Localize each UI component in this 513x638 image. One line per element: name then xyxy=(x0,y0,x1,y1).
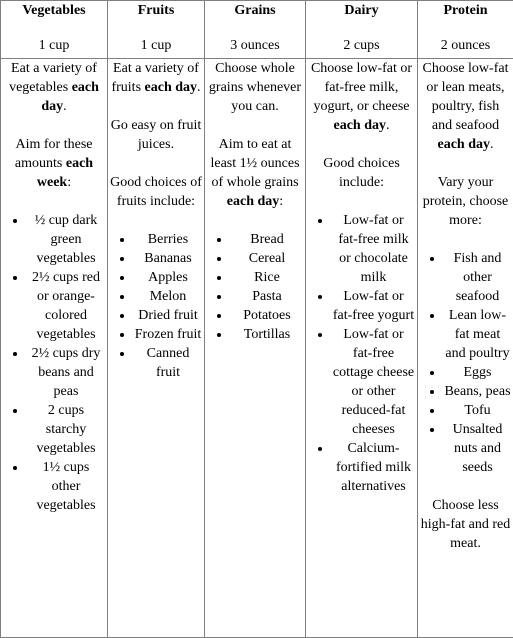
aim-part: : xyxy=(67,175,72,190)
intro-part: Eat a variety of fruits xyxy=(111,61,199,95)
grains-cell xyxy=(205,59,306,638)
intro-text xyxy=(420,59,511,154)
intro-text: Choose whole grains whenever you can. xyxy=(208,61,302,114)
list-item: • 2½ cups dry beans and peas xyxy=(27,344,105,401)
content-row xyxy=(1,59,513,638)
list-item: • Low-fat or fat-free milk or chocolate milk xyxy=(332,211,415,287)
emphasis-text: each day xyxy=(144,80,198,95)
intro-text xyxy=(110,59,202,97)
list-item: • ½ cup dark green vegetables xyxy=(27,211,105,268)
header-row xyxy=(1,1,513,59)
column-amount: 2 cups xyxy=(343,38,380,53)
column-title: Grains xyxy=(234,3,276,18)
list-item: • Potatoes xyxy=(231,306,303,325)
dairy-cell xyxy=(306,59,418,638)
list-item: • Dried fruit xyxy=(134,306,202,325)
column-title: Vegetables xyxy=(22,3,86,18)
intro-part: Choose low-fat or fat-free milk, yogurt, or cheese xyxy=(310,61,413,114)
fruits-cell xyxy=(108,59,205,638)
list-item: • Frozen fruit xyxy=(134,325,202,344)
note-text: Go easy on fruit juices. xyxy=(110,118,202,152)
column-amount: 2 ounces xyxy=(440,38,491,53)
fruit-list xyxy=(110,230,202,382)
column-amount: 1 cup xyxy=(38,38,70,53)
column-title: Fruits xyxy=(137,3,175,18)
list-item: • Berries xyxy=(134,230,202,249)
dairy-list xyxy=(308,211,415,496)
list-item: • Bread xyxy=(231,230,303,249)
emphasis-text: each week xyxy=(36,156,94,190)
aim-part: Aim to eat at least 1½ ounces of whole grains xyxy=(210,137,300,190)
column-title: Dairy xyxy=(344,3,379,18)
list-item: • Low-fat or fat-free yogurt xyxy=(332,287,415,325)
intro-part: Choose low-fat or lean meats, poultry, fish and seafood xyxy=(422,61,509,133)
outro-text: Choose less high-fat and red meat. xyxy=(420,498,511,551)
aim-text xyxy=(207,135,303,211)
list-item: • Low-fat or fat-free cottage cheese or other reduced-fat cheeses xyxy=(332,325,415,439)
list-intro-text: Vary your protein, choose more: xyxy=(422,175,509,228)
list-item: • Rice xyxy=(231,268,303,287)
header-fruits xyxy=(108,1,205,59)
list-intro-text: Good choices of fruits include: xyxy=(110,175,202,209)
column-title: Protein xyxy=(443,3,488,18)
emphasis-text: each day xyxy=(437,137,490,152)
list-item: • Unsalted nuts and seeds xyxy=(444,420,511,477)
protein-list xyxy=(420,249,511,477)
emphasis-text: each day xyxy=(41,80,99,114)
list-item: • Fish and other seafood xyxy=(444,249,511,306)
list-item: • 1½ cups other vegetables xyxy=(27,458,105,515)
intro-text xyxy=(3,59,105,116)
list-item: • 2 cups starchy vegetables xyxy=(27,401,105,458)
header-protein xyxy=(418,1,513,59)
aim-part: Aim for these amounts xyxy=(14,137,93,171)
list-item: • Melon xyxy=(134,287,202,306)
header-dairy xyxy=(306,1,418,59)
intro-part: . xyxy=(197,80,201,95)
intro-part: . xyxy=(490,137,494,152)
list-item: • Eggs xyxy=(444,363,511,382)
list-item: • Tortillas xyxy=(231,325,303,344)
list-item: • Bananas xyxy=(134,249,202,268)
list-item: • Beans, peas xyxy=(444,382,511,401)
column-amount: 3 ounces xyxy=(230,38,280,53)
list-item: • Calcium-fortified milk alternatives xyxy=(332,439,415,496)
emphasis-text: each day xyxy=(333,118,386,133)
list-item: • Lean low-fat meat and poultry xyxy=(444,306,511,363)
list-item: • Cereal xyxy=(231,249,303,268)
vegetable-list xyxy=(3,211,105,515)
protein-cell xyxy=(418,59,513,638)
list-item: • 2½ cups red or orange-colored vegetables xyxy=(27,268,105,344)
list-item: • Canned fruit xyxy=(134,344,202,382)
intro-part: Eat a variety of vegetables xyxy=(9,61,97,95)
vegetables-cell xyxy=(1,59,108,638)
aim-text xyxy=(3,135,105,192)
grain-list xyxy=(207,230,303,344)
list-item: • Pasta xyxy=(231,287,303,306)
list-intro-text: Good choices include: xyxy=(323,156,400,190)
list-item: • Tofu xyxy=(444,401,511,420)
column-amount: 1 cup xyxy=(140,38,172,53)
intro-text xyxy=(308,59,415,135)
header-vegetables xyxy=(1,1,108,59)
intro-part: . xyxy=(386,118,390,133)
aim-part: : xyxy=(279,194,284,209)
header-grains xyxy=(205,1,306,59)
list-item: • Apples xyxy=(134,268,202,287)
emphasis-text: each day xyxy=(226,194,280,209)
intro-part: . xyxy=(63,99,67,114)
